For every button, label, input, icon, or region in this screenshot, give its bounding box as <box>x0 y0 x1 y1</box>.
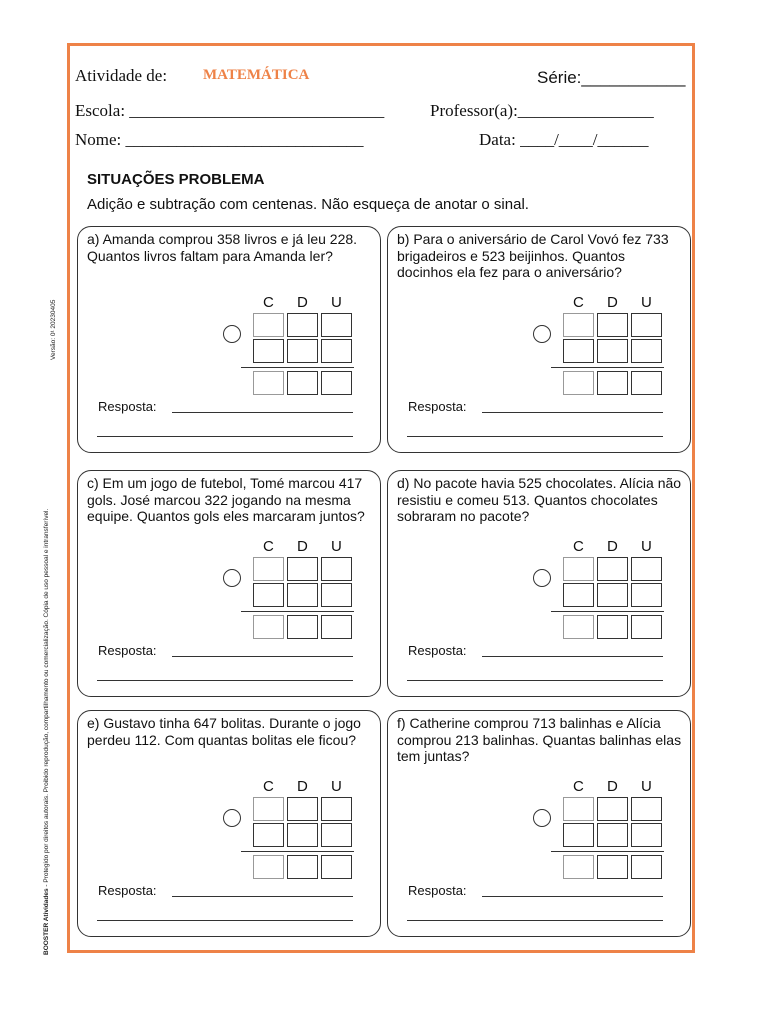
digit-box[interactable] <box>597 371 628 395</box>
column-header-d: D <box>607 778 618 795</box>
column-header-c: C <box>573 778 584 795</box>
answer-line[interactable] <box>407 920 663 921</box>
digit-box[interactable] <box>631 371 662 395</box>
digit-box[interactable] <box>253 797 284 821</box>
professor-field[interactable]: Professor(a):________________ <box>430 101 654 120</box>
digit-box[interactable] <box>563 371 594 395</box>
serie-field[interactable]: Série:___________ <box>537 68 686 87</box>
digit-box[interactable] <box>287 313 318 337</box>
digit-box[interactable] <box>321 339 352 363</box>
answer-line[interactable] <box>482 412 663 413</box>
problem-card <box>387 710 691 937</box>
digit-box[interactable] <box>597 557 628 581</box>
problem-card <box>387 226 691 453</box>
column-header-d: D <box>297 538 308 555</box>
digit-box[interactable] <box>253 615 284 639</box>
digit-box[interactable] <box>631 339 662 363</box>
digit-box[interactable] <box>597 313 628 337</box>
sum-line <box>241 611 354 612</box>
operation-sign-circle[interactable] <box>533 809 551 827</box>
column-header-c: C <box>263 778 274 795</box>
sum-line <box>551 367 664 368</box>
digit-box[interactable] <box>321 823 352 847</box>
digit-box[interactable] <box>563 615 594 639</box>
digit-box[interactable] <box>597 797 628 821</box>
answer-line[interactable] <box>407 436 663 437</box>
digit-box[interactable] <box>563 313 594 337</box>
digit-box[interactable] <box>253 371 284 395</box>
column-header-u: U <box>641 778 652 795</box>
answer-line[interactable] <box>482 896 663 897</box>
digit-box[interactable] <box>597 583 628 607</box>
nome-field[interactable]: Nome: ____________________________ <box>75 130 364 149</box>
answer-line[interactable] <box>172 656 353 657</box>
operation-sign-circle[interactable] <box>533 569 551 587</box>
data-field[interactable]: Data: ____/____/______ <box>479 130 649 149</box>
notice-text: - Protegido por direitos autorais. Proibido reprodução, compartilhamento ou comercialização. Cópia de uso pessoal e intransferível. <box>43 508 50 889</box>
digit-box[interactable] <box>563 339 594 363</box>
digit-box[interactable] <box>631 313 662 337</box>
digit-box[interactable] <box>631 855 662 879</box>
answer-label: Resposta: <box>98 643 157 658</box>
problem-text: d) No pacote havia 525 chocolates. Alícia não resistiu e comeu 513. Quantos chocolates sobraram no pacote? <box>397 475 682 524</box>
column-header-u: U <box>331 778 342 795</box>
sum-line <box>551 851 664 852</box>
sum-line <box>241 367 354 368</box>
digit-box[interactable] <box>253 583 284 607</box>
answer-label: Resposta: <box>98 399 157 414</box>
digit-box[interactable] <box>321 557 352 581</box>
digit-box[interactable] <box>597 855 628 879</box>
digit-box[interactable] <box>597 823 628 847</box>
problem-card <box>77 470 381 697</box>
column-header-u: U <box>331 538 342 555</box>
digit-box[interactable] <box>563 823 594 847</box>
operation-sign-circle[interactable] <box>533 325 551 343</box>
answer-line[interactable] <box>172 896 353 897</box>
digit-box[interactable] <box>287 583 318 607</box>
digit-box[interactable] <box>287 339 318 363</box>
digit-box[interactable] <box>597 339 628 363</box>
problem-text: a) Amanda comprou 358 livros e já leu 228. Quantos livros faltam para Amanda ler? <box>87 231 358 264</box>
digit-box[interactable] <box>631 823 662 847</box>
problem-card <box>387 470 691 697</box>
digit-box[interactable] <box>253 557 284 581</box>
digit-box[interactable] <box>253 823 284 847</box>
sum-line <box>551 611 664 612</box>
column-header-c: C <box>573 538 584 555</box>
digit-box[interactable] <box>287 855 318 879</box>
column-header-d: D <box>607 538 618 555</box>
column-header-u: U <box>641 538 652 555</box>
column-header-u: U <box>331 294 342 311</box>
digit-box[interactable] <box>287 797 318 821</box>
digit-box[interactable] <box>563 797 594 821</box>
problem-text: e) Gustavo tinha 647 bolitas. Durante o jogo perdeu 112. Com quantas bolitas ele ficou? <box>87 715 361 748</box>
column-header-c: C <box>263 294 274 311</box>
column-header-d: D <box>607 294 618 311</box>
answer-line[interactable] <box>97 680 353 681</box>
digit-box[interactable] <box>287 823 318 847</box>
digit-box[interactable] <box>287 371 318 395</box>
digit-box[interactable] <box>321 797 352 821</box>
answer-line[interactable] <box>482 656 663 657</box>
digit-box[interactable] <box>631 583 662 607</box>
version-label: Versão: 0¹ 20230405 <box>50 299 57 360</box>
problem-card <box>77 226 381 453</box>
escola-field[interactable]: Escola: ______________________________ <box>75 101 385 120</box>
operation-sign-circle[interactable] <box>223 569 241 587</box>
digit-box[interactable] <box>321 313 352 337</box>
digit-box[interactable] <box>287 557 318 581</box>
section-instruction: Adição e subtração com centenas. Não esqueça de anotar o sinal. <box>87 196 529 213</box>
digit-box[interactable] <box>321 615 352 639</box>
atividade-label: Atividade de: <box>75 66 168 85</box>
column-header-d: D <box>297 294 308 311</box>
digit-box[interactable] <box>253 313 284 337</box>
answer-line[interactable] <box>97 436 353 437</box>
problem-text: f) Catherine comprou 713 balinhas e Alícia comprou 213 balinhas. Quantas balinhas elas tem juntas? <box>397 715 682 764</box>
digit-box[interactable] <box>321 583 352 607</box>
digit-box[interactable] <box>253 855 284 879</box>
digit-box[interactable] <box>563 557 594 581</box>
answer-line[interactable] <box>172 412 353 413</box>
digit-box[interactable] <box>321 855 352 879</box>
digit-box[interactable] <box>321 371 352 395</box>
answer-label: Resposta: <box>408 883 467 898</box>
answer-label: Resposta: <box>408 399 467 414</box>
answer-label: Resposta: <box>408 643 467 658</box>
answer-line[interactable] <box>97 920 353 921</box>
subject-label: MATEMÁTICA <box>203 67 310 83</box>
section-title: SITUAÇÕES PROBLEMA <box>87 171 265 188</box>
digit-box[interactable] <box>253 339 284 363</box>
problem-text: b) Para o aniversário de Carol Vovó fez 733 brigadeiros e 523 beijinhos. Quantos docinhos ela fez para o aniversário? <box>397 231 669 280</box>
digit-box[interactable] <box>597 615 628 639</box>
digit-box[interactable] <box>287 615 318 639</box>
operation-sign-circle[interactable] <box>223 325 241 343</box>
column-header-u: U <box>641 294 652 311</box>
problem-card <box>77 710 381 937</box>
digit-box[interactable] <box>563 583 594 607</box>
problem-text: c) Em um jogo de futebol, Tomé marcou 417 gols. José marcou 322 jogando na mesma equipe. Quantos gols eles marcaram juntos? <box>87 475 365 524</box>
brand-name: BOOSTER Atividades <box>43 888 50 955</box>
answer-line[interactable] <box>407 680 663 681</box>
digit-box[interactable] <box>563 855 594 879</box>
column-header-d: D <box>297 778 308 795</box>
sum-line <box>241 851 354 852</box>
column-header-c: C <box>263 538 274 555</box>
operation-sign-circle[interactable] <box>223 809 241 827</box>
column-header-c: C <box>573 294 584 311</box>
digit-box[interactable] <box>631 797 662 821</box>
digit-box[interactable] <box>631 615 662 639</box>
copyright-notice <box>43 509 50 955</box>
digit-box[interactable] <box>631 557 662 581</box>
answer-label: Resposta: <box>98 883 157 898</box>
